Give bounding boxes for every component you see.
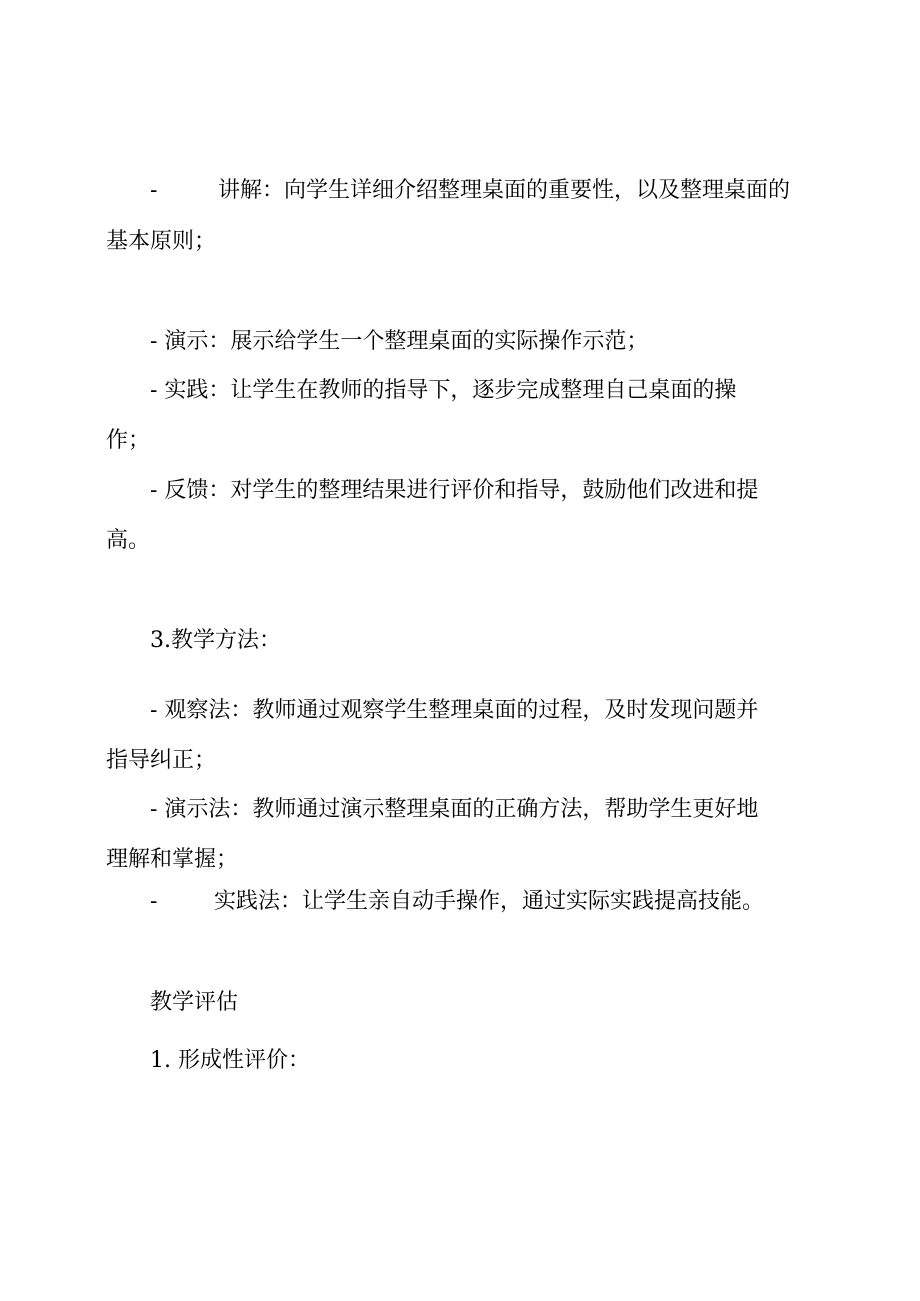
paragraph-line: 作； xyxy=(106,428,151,453)
list-item: - 演示：展示给学生一个整理桌面的实际操作示范； xyxy=(150,329,649,354)
paragraph-line: 讲解：向学生详细介绍整理桌面的重要性，以及整理桌面的 xyxy=(218,178,791,203)
section-heading: 教学评估 xyxy=(150,990,239,1015)
paragraph-line: 指导纠正； xyxy=(106,748,217,773)
list-item: - 反馈：对学生的整理结果进行评价和指导，鼓励他们改进和提 xyxy=(150,478,759,503)
subsection-heading: 1. 形成性评价： xyxy=(150,1048,310,1073)
bullet-dash: - xyxy=(150,889,158,914)
list-item: 实践法：让学生亲自动手操作，通过实际实践提高技能。 xyxy=(214,889,765,914)
list-item: - 演示法：教师通过演示整理桌面的正确方法，帮助学生更好地 xyxy=(150,797,759,822)
paragraph-line: 基本原则； xyxy=(106,229,217,254)
paragraph-line: 高。 xyxy=(106,528,151,553)
list-item: - 观察法：教师通过观察学生整理桌面的过程，及时发现问题并 xyxy=(150,698,759,723)
section-heading: 3.教学方法： xyxy=(150,628,281,653)
bullet-dash: - xyxy=(150,178,158,203)
list-item: - 实践：让学生在教师的指导下，逐步完成整理自己桌面的操 xyxy=(150,378,737,403)
paragraph-line: 理解和掌握； xyxy=(106,847,239,872)
